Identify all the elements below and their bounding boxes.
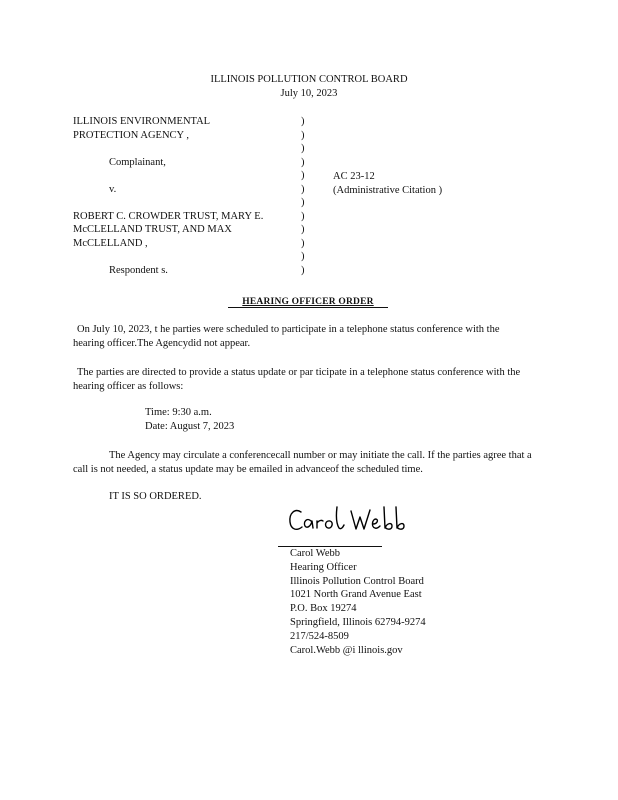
order-paragraph-2: The parties are directed to provide a status update or par ticipate in a telephone status conference with the hearing officer as follows:: [73, 367, 521, 392]
signer-phone: 217/524-8509: [290, 630, 349, 642]
order-paragraph-1: On July 10, 2023, t he parties were scheduled to participate in a telephone status conference with the hearing officer.The Agencydid not appear.: [73, 324, 500, 349]
signer-city: Springfield, Illinois 62794-9274: [290, 616, 426, 628]
complainant-label: Complainant,: [109, 156, 166, 168]
caption-paren: ): [301, 224, 305, 235]
case-caption-parties: [73, 115, 298, 277]
order-heading-rule: [228, 307, 388, 308]
board-name: ILLINOIS POLLUTION CONTROL BOARD: [210, 74, 408, 85]
signer-organization: Illinois Pollution Control Board: [290, 575, 424, 587]
signature-block: [290, 547, 426, 657]
handwritten-signature: [287, 503, 417, 542]
respondent-name-line-1: ROBERT C. CROWDER TRUST, MARY E.: [73, 210, 264, 222]
order-closing: IT IS SO ORDERED.: [109, 491, 202, 502]
signer-address-line-2: P.O. Box 19274: [290, 603, 357, 615]
signer-address-line-1: 1021 North Grand Avenue East: [290, 589, 422, 601]
signer-email: Carol.Webb @i llinois.gov: [290, 644, 403, 656]
caption-parenthesis-column: [301, 115, 311, 277]
hearing-schedule: [145, 406, 234, 433]
caption-paren: ): [301, 116, 305, 127]
order-paragraph-3: The Agency may circulate a conferencecall number or may initiate the call. If the parties agree that a call is not needed, a status update may be emailed in advanceof the scheduled time.: [73, 450, 532, 475]
caption-paren: ): [301, 251, 305, 262]
document-header: [0, 73, 618, 100]
hearing-time: Time: 9:30 a.m.: [145, 407, 212, 418]
signer-name: Carol Webb: [290, 548, 340, 559]
caption-paren: ): [301, 156, 305, 168]
caption-paren: ): [301, 129, 305, 141]
caption-paren: ): [301, 143, 305, 154]
respondent-name-line-3: McCLELLAND ,: [73, 237, 148, 249]
respondent-name-line-2: McCLELLAND TRUST, AND MAX: [73, 224, 232, 235]
complainant-name-line-2: PROTECTION AGENCY ,: [73, 129, 189, 141]
document-date: July 10, 2023: [280, 87, 338, 99]
signer-title: Hearing Officer: [290, 561, 357, 573]
caption-paren: ): [301, 197, 305, 208]
case-type: (Administrative Citation ): [333, 184, 443, 196]
versus-label: v.: [109, 183, 117, 195]
respondent-label: Respondent s.: [109, 264, 168, 276]
caption-paren: ): [301, 170, 305, 181]
case-identifier: [333, 170, 442, 197]
hearing-date: Date: August 7, 2023: [145, 420, 235, 432]
caption-paren: ): [301, 210, 305, 222]
order-heading-text: HEARING OFFICER ORDER: [242, 297, 374, 307]
signature-icon: [287, 503, 417, 537]
caption-paren: ): [301, 237, 305, 249]
caption-paren: ): [301, 264, 305, 276]
case-number: AC 23-12: [333, 171, 375, 182]
caption-paren: ): [301, 183, 305, 195]
complainant-name-line-1: ILLINOIS ENVIRONMENTAL: [73, 116, 211, 127]
